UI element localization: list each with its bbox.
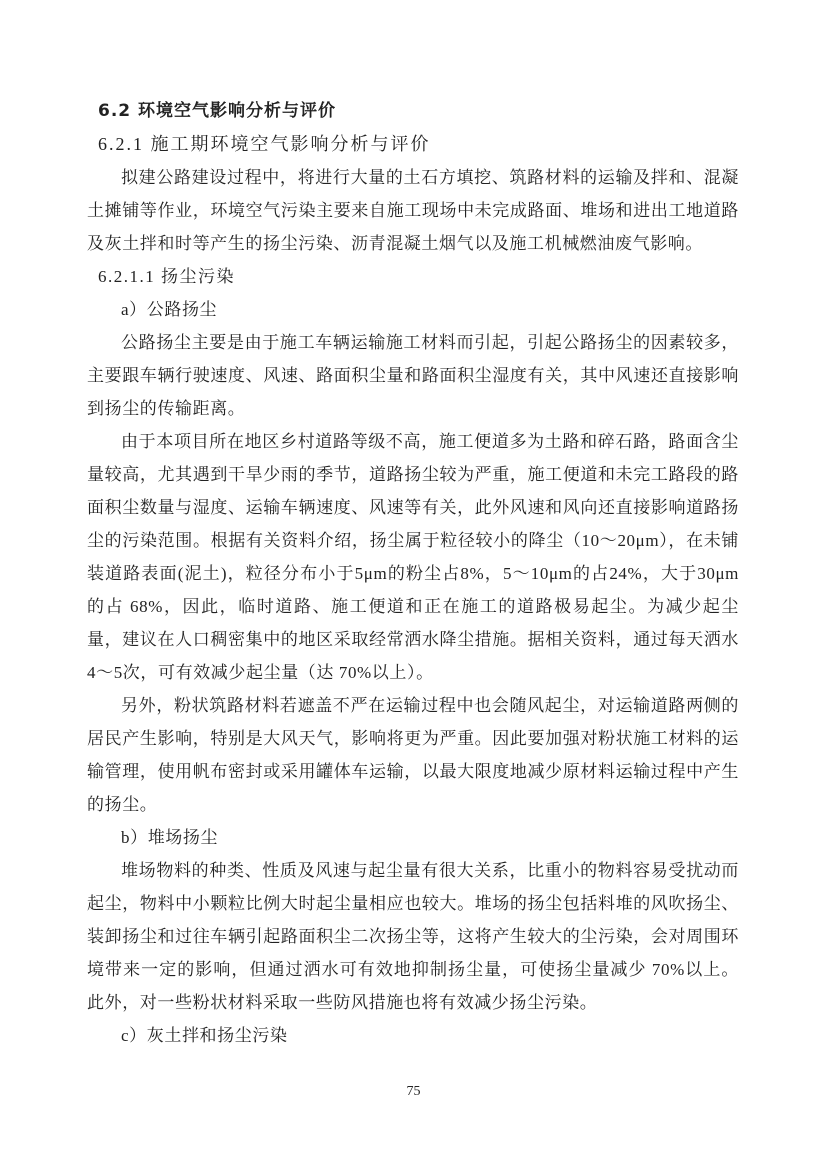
paragraph-road-dust-1: 公路扬尘主要是由于施工车辆运输施工材料而引起，引起公路扬尘的因素较多，主要跟车辆行驶速度、风速、路面积尘量和路面积尘湿度有关，其中风速还直接影响到扬尘的传输距离。 (87, 333, 739, 418)
paragraph-road-dust-2: 由于本项目所在地区乡村道路等级不高，施工便道多为土路和碎石路，路面含尘量较高，尤其遇到干旱少雨的季节，道路扬尘较为严重，施工便道和未完工路段的路面积尘数量与湿度、运输车辆速度、风速等有关，此外风速和风向还直接影响道路扬尘的污染范围。根据有关资料介绍，扬尘属于粒径较小的降尘（10～20μm），在未铺装道路表面(泥土)，粒径分布小于5μm的粉尘占8%，5～10μm的占24%，大于30μm的占 68%，因此，临时道路、施工便道和正在施工的道路极易起尘。为减少起尘量，建议在人口稠密集中的地区采取经常洒水降尘措施。据相关资料，通过每天洒水 4～5次，可有效减少起尘量（达 70%以上）。 (87, 432, 739, 682)
section-heading-6-2: 6.2 环境空气影响分析与评价 (98, 101, 337, 121)
list-item-a-road-dust: a）公路扬尘 (121, 300, 218, 319)
page-number: 75 (406, 1084, 421, 1099)
section-heading-6-2-1-1: 6.2.1.1 扬尘污染 (98, 267, 235, 286)
list-item-b-stockyard-dust: b）堆场扬尘 (121, 828, 219, 847)
list-item-c-lime-soil-mixing-dust: c）灰土拌和扬尘污染 (121, 1026, 288, 1045)
section-heading-6-2-1: 6.2.1 施工期环境空气影响分析与评价 (98, 134, 431, 154)
document-content (87, 95, 739, 1052)
paragraph-intro: 拟建公路建设过程中，将进行大量的土石方填挖、筑路材料的运输及拌和、混凝土摊铺等作业，环境空气污染主要来自施工现场中未完成路面、堆场和进出工地道路及灰土拌和时等产生的扬尘污染、沥青混凝土烟气以及施工机械燃油废气影响。 (87, 168, 739, 253)
paragraph-stockyard-dust: 堆场物料的种类、性质及风速与起尘量有很大关系，比重小的物料容易受扰动而起尘，物料中小颗粒比例大时起尘量相应也较大。堆场的扬尘包括料堆的风吹扬尘、装卸扬尘和过往车辆引起路面积尘二次扬尘等，这将产生较大的尘污染，会对周围环境带来一定的影响，但通过洒水可有效地抑制扬尘量，可使扬尘量减少 70%以上。此外，对一些粉状材料采取一些防风措施也将有效减少扬尘污染。 (87, 861, 739, 1012)
paragraph-road-dust-3: 另外，粉状筑路材料若遮盖不严在运输过程中也会随风起尘，对运输道路两侧的居民产生影响，特别是大风天气，影响将更为严重。因此要加强对粉状施工材料的运输管理，使用帆布密封或采用罐体车运输，以最大限度地减少原材料运输过程中产生的扬尘。 (87, 696, 739, 814)
